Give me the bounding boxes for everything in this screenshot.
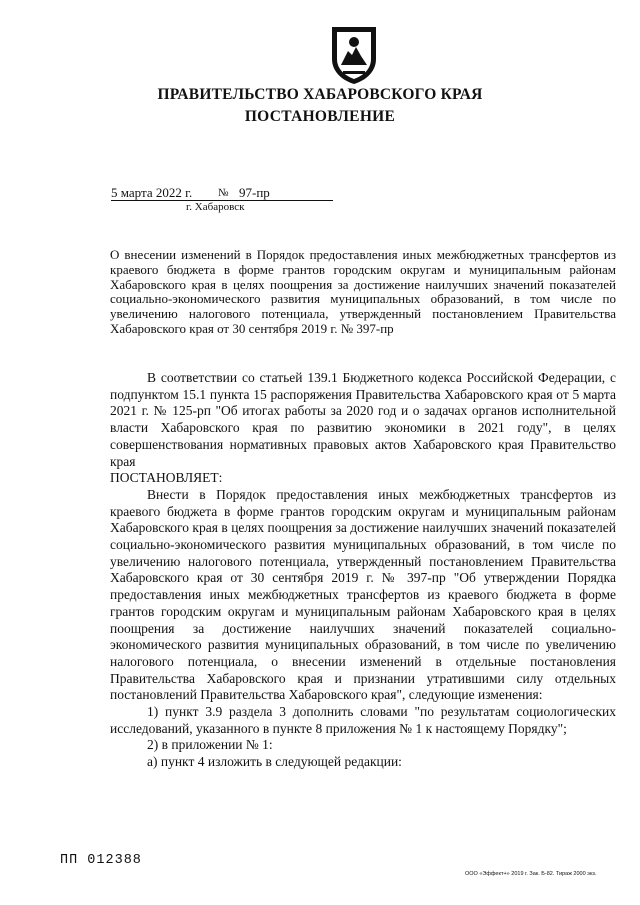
resolves-heading: ПОСТАНОВЛЯЕТ: bbox=[110, 470, 223, 486]
preamble-paragraph: В соответствии со статьей 139.1 Бюджетного кодекса Российской Федерации, с подпунктом 15.1 пункта 15 распоряжения Правительства Хабаровского края от 5 марта 2021 г. № 125-рп "Об итогах работы за 2020 год и о задачах органов исполнительной власти Хабаровского края по развитию экономики в 2021 году", в целях совершенствования нормативных правовых актов Хабаровского края Правительство края bbox=[110, 370, 616, 469]
printer-note: ООО «Эффект+» 2019 г. Зак. Б-82. Тираж 2000 экз. bbox=[465, 871, 597, 877]
list-item: а) пункт 4 изложить в следующей редакции: bbox=[147, 754, 402, 770]
document-date: 5 марта 2022 г. bbox=[111, 185, 193, 200]
list-item: 1) пункт 3.9 раздела 3 дополнить словами "по результатам социологических исследований, указанного в пункте 8 приложения № 1 к настоящему Порядку"; bbox=[110, 704, 616, 736]
document-type: ПОСТАНОВЛЕНИЕ bbox=[244, 108, 396, 125]
document-body bbox=[110, 370, 616, 771]
main-paragraph: Внести в Порядок предоставления иных межбюджетных трансфертов из краевого бюджета в форме грантов городским округам и муниципальным районам Хабаровского края в целях поощрения за достижение наилучших значений показателей социально-экономического развития муниципальных образований, в том числе по увеличению налогового потенциала, утвержденный постановлением Правительства Хабаровского края от 30 сентября 2019 г. № 397-пр "Об утверждении Порядка предоставления иных межбюджетных трансфертов из краевого бюджета в форме грантов городским округам и муниципальным районам Хабаровского края в целях поощрения за достижение наилучших значений показателей социально-экономического развития муниципальных образований, в том числе по увеличению налогового потенциала, о внесении изменений в отдельные постановления Правительства Хабаровского края и признании утратившими силу отдельных постановлений Правительства Хабаровского края", следующие изменения: bbox=[110, 486, 616, 703]
city-label: г. Хабаровск bbox=[186, 201, 245, 213]
coat-of-arms-icon bbox=[328, 25, 380, 85]
serial-number: ПП 012388 bbox=[60, 853, 142, 868]
government-title: ПРАВИТЕЛЬСТВО ХАБАРОВСКОГО КРАЯ bbox=[157, 86, 483, 103]
list-item: 2) в приложении № 1: bbox=[147, 737, 273, 753]
document-subject: О внесении изменений в Порядок предоставления иных межбюджетных трансфертов из краевого бюджета в форме грантов городским округам и муниципальным районам Хабаровского края в целях поощрения за достижение наилучших значений показателей социально-экономического развития муниципальных образований, в том числе по увеличению налогового потенциала, утвержденный постановлением Правительства Хабаровского края от 30 сентября 2019 г. № 397-пр bbox=[110, 247, 616, 336]
number-sign: № bbox=[218, 187, 229, 199]
date-number-line bbox=[111, 186, 333, 201]
document-number: 97-пр bbox=[239, 185, 270, 200]
